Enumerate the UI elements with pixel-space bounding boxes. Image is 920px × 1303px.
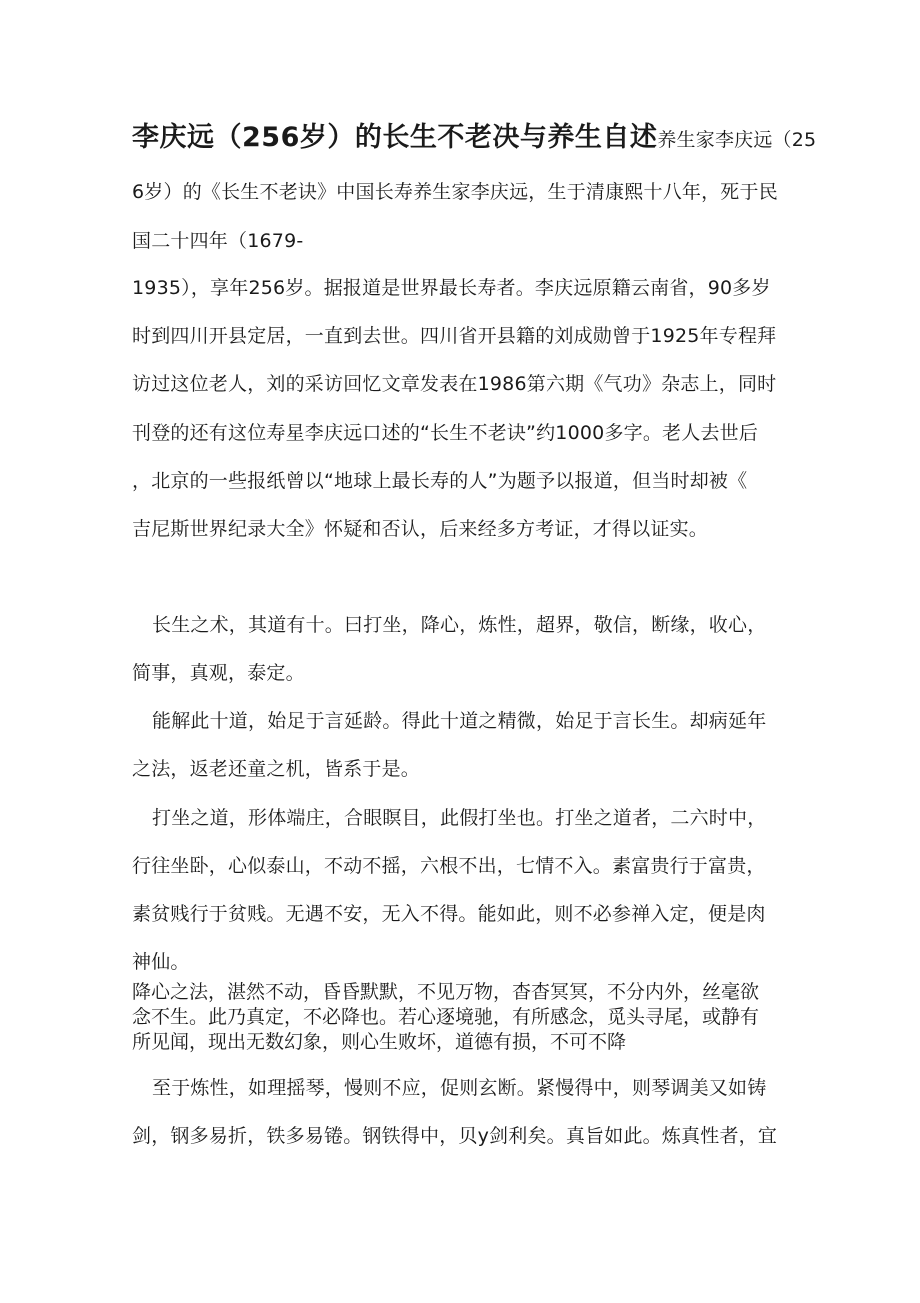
paragraph-line: 剑，钢多易折，铁多易锩。钢铁得中，贝y剑利矣。真旨如此。炼真性者，宜 <box>132 1125 778 1147</box>
paragraph-line: 能解此十道，始足于言延龄。得此十道之精微，始足于言长生。却病延年 <box>152 710 767 732</box>
intro-line: 国二十四年（1679- <box>132 230 304 252</box>
intro-line: 1935），享年256岁。据报道是世界最长寿者。李庆远原籍云南省，90多岁 <box>132 277 771 299</box>
paragraph-line: 行往坐卧，心似泰山，不动不摇，六根不出，七情不入。素富贵行于富贵， <box>132 855 766 877</box>
paragraph-line: 之法，返老还童之机，皆系于是。 <box>132 758 421 780</box>
intro-line: 6岁）的《长生不老诀》中国长寿养生家李庆远，生于清康熙十八年，死于民 <box>132 181 778 203</box>
title-line <box>132 122 817 153</box>
paragraph-line: 神仙。 <box>132 951 190 973</box>
page-title: 李庆远（256岁）的长生不老决与养生自述 <box>132 122 658 153</box>
paragraph-line: 降心之法，湛然不动，昏昏默默，不见万物，杳杳冥冥，不分内外，丝毫欲 <box>132 981 760 1003</box>
paragraph-line: 长生之术，其道有十。曰打坐，降心，炼性，超界，敬信，断缘，收心， <box>152 614 767 636</box>
intro-line: 吉尼斯世界纪录大全》怀疑和否认，后来经多方考证，才得以证实。 <box>132 518 709 540</box>
intro-line: 访过这位老人，刘的采访回忆文章发表在1986第六期《气功》杂志上，同时 <box>132 373 777 395</box>
paragraph-line: 念不生。此乃真定，不必降也。若心逐境驰，有所感念，觅头寻尾，或静有 <box>132 1006 760 1028</box>
paragraph-line: 打坐之道，形体端庄，合眼瞑目，此假打坐也。打坐之道者，二六时中， <box>152 807 767 829</box>
title-tail: 养生家李庆远（25 <box>657 129 817 151</box>
intro-line: 刊登的还有这位寿星李庆远口述的“长生不老诀”约1000多字。老人去世后 <box>132 422 759 444</box>
intro-line: ，北京的一些报纸曾以“地球上最长寿的人”为题予以报道，但当时却被《 <box>132 470 748 492</box>
paragraph-line: 所见闻，现出无数幻象，则心生败坏，道德有损，不可不降 <box>132 1031 627 1053</box>
paragraph-line: 至于炼性，如理摇琴，慢则不应，促则玄断。紧慢得中，则琴调美又如铸 <box>152 1077 767 1099</box>
intro-line: 时到四川开县定居，一直到去世。四川省开县籍的刘成勋曾于1925年专程拜 <box>132 325 777 347</box>
paragraph-line: 素贫贱行于贫贱。无遇不安，无入不得。能如此，则不必参禅入定，便是肉 <box>132 903 766 925</box>
paragraph-line: 简事，真观，泰定。 <box>132 662 305 684</box>
